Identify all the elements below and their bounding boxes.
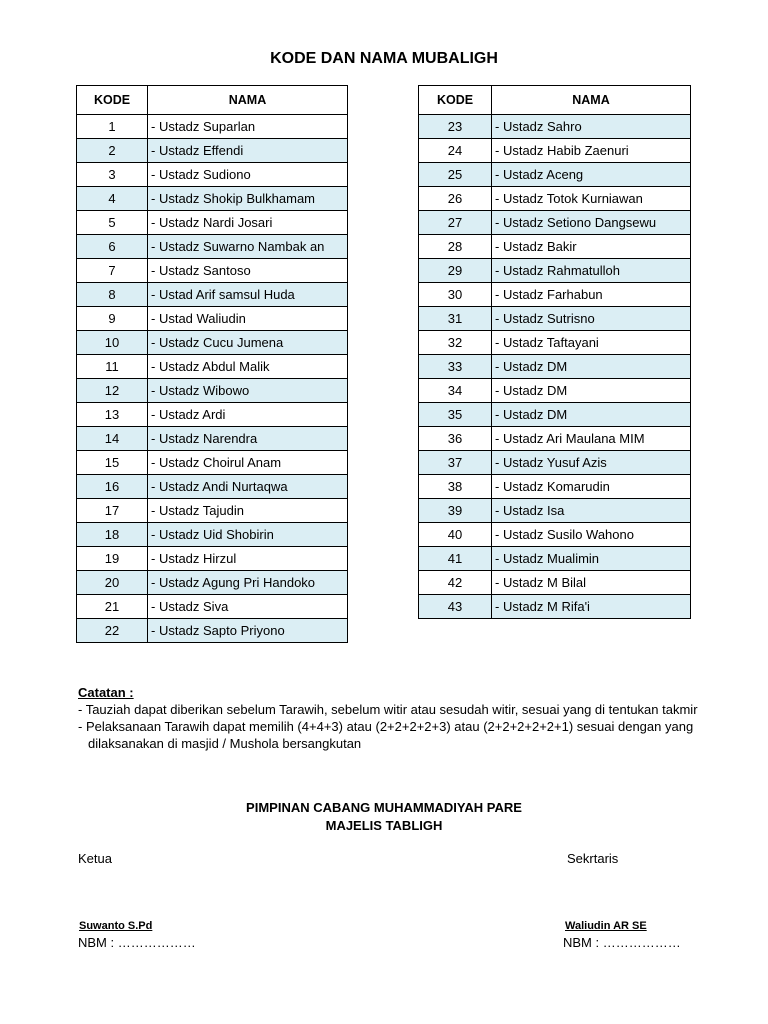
nama-cell: - Ustadz Uid Shobirin bbox=[148, 523, 348, 547]
nama-cell: - Ustadz Suparlan bbox=[148, 115, 348, 139]
kode-cell: 39 bbox=[419, 499, 492, 523]
kode-cell: 42 bbox=[419, 571, 492, 595]
nama-cell: - Ustadz Wibowo bbox=[148, 379, 348, 403]
nama-cell: - Ustadz Mualimin bbox=[492, 547, 691, 571]
nama-cell: - Ustadz Ari Maulana MIM bbox=[492, 427, 691, 451]
kode-cell: 23 bbox=[419, 115, 492, 139]
kode-cell: 15 bbox=[77, 451, 148, 475]
kode-cell: 18 bbox=[77, 523, 148, 547]
table-row bbox=[419, 211, 691, 235]
table-row bbox=[77, 139, 348, 163]
kode-cell: 36 bbox=[419, 427, 492, 451]
nbm-right: NBM : ……………… bbox=[563, 935, 681, 950]
kode-cell: 22 bbox=[77, 619, 148, 643]
nama-cell: - Ustadz Isa bbox=[492, 499, 691, 523]
nama-cell: - Ustadz Sutrisno bbox=[492, 307, 691, 331]
table-row bbox=[77, 499, 348, 523]
nama-cell: - Ustadz Hirzul bbox=[148, 547, 348, 571]
kode-cell: 13 bbox=[77, 403, 148, 427]
table-row bbox=[419, 283, 691, 307]
nama-cell: - Ustadz Shokip Bulkhamam bbox=[148, 187, 348, 211]
nama-cell: - Ustadz Rahmatulloh bbox=[492, 259, 691, 283]
kode-cell: 43 bbox=[419, 595, 492, 619]
nama-cell: - Ustadz Setiono Dangsewu bbox=[492, 211, 691, 235]
table-row bbox=[77, 523, 348, 547]
table-row bbox=[77, 163, 348, 187]
table-row bbox=[77, 235, 348, 259]
kode-cell: 31 bbox=[419, 307, 492, 331]
nama-cell: - Ustadz DM bbox=[492, 355, 691, 379]
kode-cell: 3 bbox=[77, 163, 148, 187]
nama-cell: - Ustadz DM bbox=[492, 379, 691, 403]
kode-cell: 37 bbox=[419, 451, 492, 475]
kode-cell: 21 bbox=[77, 595, 148, 619]
kode-cell: 40 bbox=[419, 523, 492, 547]
nama-cell: - Ustadz Sahro bbox=[492, 115, 691, 139]
kode-cell: 8 bbox=[77, 283, 148, 307]
kode-cell: 16 bbox=[77, 475, 148, 499]
nama-cell: - Ustadz Komarudin bbox=[492, 475, 691, 499]
table-row bbox=[419, 115, 691, 139]
mubaligh-table-right bbox=[418, 85, 691, 619]
table-row bbox=[419, 403, 691, 427]
nama-cell: - Ustadz Ardi bbox=[148, 403, 348, 427]
kode-cell: 24 bbox=[419, 139, 492, 163]
kode-cell: 38 bbox=[419, 475, 492, 499]
table-row bbox=[77, 115, 348, 139]
nama-cell: - Ustadz Suwarno Nambak an bbox=[148, 235, 348, 259]
nama-cell: - Ustadz Farhabun bbox=[492, 283, 691, 307]
nama-cell: - Ustadz Bakir bbox=[492, 235, 691, 259]
header-kode: KODE bbox=[419, 86, 492, 115]
kode-cell: 11 bbox=[77, 355, 148, 379]
table-row bbox=[419, 595, 691, 619]
table-row bbox=[419, 499, 691, 523]
page-title: KODE DAN NAMA MUBALIGH bbox=[270, 50, 498, 67]
nama-cell: - Ustadz Siva bbox=[148, 595, 348, 619]
nama-cell: - Ustadz Effendi bbox=[148, 139, 348, 163]
mubaligh-table-left bbox=[76, 85, 348, 643]
table-row bbox=[77, 331, 348, 355]
table-row bbox=[77, 427, 348, 451]
nama-cell: - Ustadz Tajudin bbox=[148, 499, 348, 523]
table-row bbox=[77, 283, 348, 307]
nama-cell: - Ustadz Habib Zaenuri bbox=[492, 139, 691, 163]
kode-cell: 9 bbox=[77, 307, 148, 331]
table-row bbox=[419, 331, 691, 355]
table-row bbox=[419, 379, 691, 403]
table-row bbox=[77, 379, 348, 403]
table-row bbox=[419, 475, 691, 499]
kode-cell: 25 bbox=[419, 163, 492, 187]
signature-name-left: Suwanto S.Pd bbox=[79, 920, 153, 932]
kode-cell: 32 bbox=[419, 331, 492, 355]
notes-section bbox=[78, 684, 698, 752]
signature-name-right: Waliudin AR SE bbox=[565, 920, 647, 932]
nama-cell: - Ustadz M Rifa'i bbox=[492, 595, 691, 619]
kode-cell: 29 bbox=[419, 259, 492, 283]
nama-cell: - Ustadz Taftayani bbox=[492, 331, 691, 355]
table-row bbox=[77, 355, 348, 379]
kode-cell: 5 bbox=[77, 211, 148, 235]
table-row bbox=[419, 307, 691, 331]
kode-cell: 7 bbox=[77, 259, 148, 283]
nbm-left: NBM : ……………… bbox=[78, 935, 196, 950]
org-name: PIMPINAN CABANG MUHAMMADIYAH PARE bbox=[246, 800, 522, 815]
kode-cell: 19 bbox=[77, 547, 148, 571]
nama-cell: - Ustadz Susilo Wahono bbox=[492, 523, 691, 547]
nama-cell: - Ustadz Narendra bbox=[148, 427, 348, 451]
table-row bbox=[77, 307, 348, 331]
kode-cell: 14 bbox=[77, 427, 148, 451]
kode-cell: 41 bbox=[419, 547, 492, 571]
table-row bbox=[77, 571, 348, 595]
table-row bbox=[419, 427, 691, 451]
table-row bbox=[419, 259, 691, 283]
nama-cell: - Ustad Waliudin bbox=[148, 307, 348, 331]
kode-cell: 27 bbox=[419, 211, 492, 235]
table-row bbox=[77, 259, 348, 283]
table-row bbox=[77, 475, 348, 499]
nama-cell: - Ustadz Aceng bbox=[492, 163, 691, 187]
table-row bbox=[419, 355, 691, 379]
kode-cell: 12 bbox=[77, 379, 148, 403]
table-row bbox=[419, 187, 691, 211]
nama-cell: - Ustadz Andi Nurtaqwa bbox=[148, 475, 348, 499]
kode-cell: 6 bbox=[77, 235, 148, 259]
table-row bbox=[77, 595, 348, 619]
nama-cell: - Ustadz Totok Kurniawan bbox=[492, 187, 691, 211]
table-row bbox=[419, 163, 691, 187]
table-row bbox=[77, 547, 348, 571]
nama-cell: - Ustadz Agung Pri Handoko bbox=[148, 571, 348, 595]
nama-cell: - Ustad Arif samsul Huda bbox=[148, 283, 348, 307]
kode-cell: 10 bbox=[77, 331, 148, 355]
note-line: - Tauziah dapat diberikan sebelum Tarawih, sebelum witir atau sesudah witir, sesuai yang di tentukan takmir bbox=[78, 702, 698, 717]
table-row bbox=[419, 235, 691, 259]
nama-cell: - Ustadz Nardi Josari bbox=[148, 211, 348, 235]
note-line: - Pelaksanaan Tarawih dapat memilih (4+4+3) atau (2+2+2+2+3) atau (2+2+2+2+2+1) sesuai dengan yang dilaksanakan di masjid / Mushola bersangkutan bbox=[78, 719, 694, 751]
table-row bbox=[419, 571, 691, 595]
nama-cell: - Ustadz Yusuf Azis bbox=[492, 451, 691, 475]
nama-cell: - Ustadz Santoso bbox=[148, 259, 348, 283]
table-row bbox=[419, 523, 691, 547]
kode-cell: 4 bbox=[77, 187, 148, 211]
kode-cell: 26 bbox=[419, 187, 492, 211]
nama-cell: - Ustadz Sudiono bbox=[148, 163, 348, 187]
nama-cell: - Ustadz Abdul Malik bbox=[148, 355, 348, 379]
kode-cell: 35 bbox=[419, 403, 492, 427]
org-division: MAJELIS TABLIGH bbox=[325, 818, 443, 833]
table-row bbox=[419, 451, 691, 475]
table-row bbox=[77, 451, 348, 475]
notes-title: Catatan : bbox=[78, 685, 134, 700]
kode-cell: 33 bbox=[419, 355, 492, 379]
nama-cell: - Ustadz DM bbox=[492, 403, 691, 427]
nama-cell: - Ustadz M Bilal bbox=[492, 571, 691, 595]
header-kode: KODE bbox=[77, 86, 148, 115]
table-row bbox=[77, 619, 348, 643]
table-row bbox=[77, 211, 348, 235]
kode-cell: 30 bbox=[419, 283, 492, 307]
table-row bbox=[419, 139, 691, 163]
kode-cell: 17 bbox=[77, 499, 148, 523]
nama-cell: - Ustadz Choirul Anam bbox=[148, 451, 348, 475]
nama-cell: - Ustadz Cucu Jumena bbox=[148, 331, 348, 355]
header-nama: NAMA bbox=[148, 86, 348, 115]
signature-role-right: Sekrtaris bbox=[567, 851, 619, 866]
header-nama: NAMA bbox=[492, 86, 691, 115]
kode-cell: 34 bbox=[419, 379, 492, 403]
table-row bbox=[77, 187, 348, 211]
table-row bbox=[77, 403, 348, 427]
signature-role-left: Ketua bbox=[78, 851, 112, 866]
kode-cell: 20 bbox=[77, 571, 148, 595]
table-row bbox=[419, 547, 691, 571]
kode-cell: 2 bbox=[77, 139, 148, 163]
kode-cell: 28 bbox=[419, 235, 492, 259]
nama-cell: - Ustadz Sapto Priyono bbox=[148, 619, 348, 643]
kode-cell: 1 bbox=[77, 115, 148, 139]
